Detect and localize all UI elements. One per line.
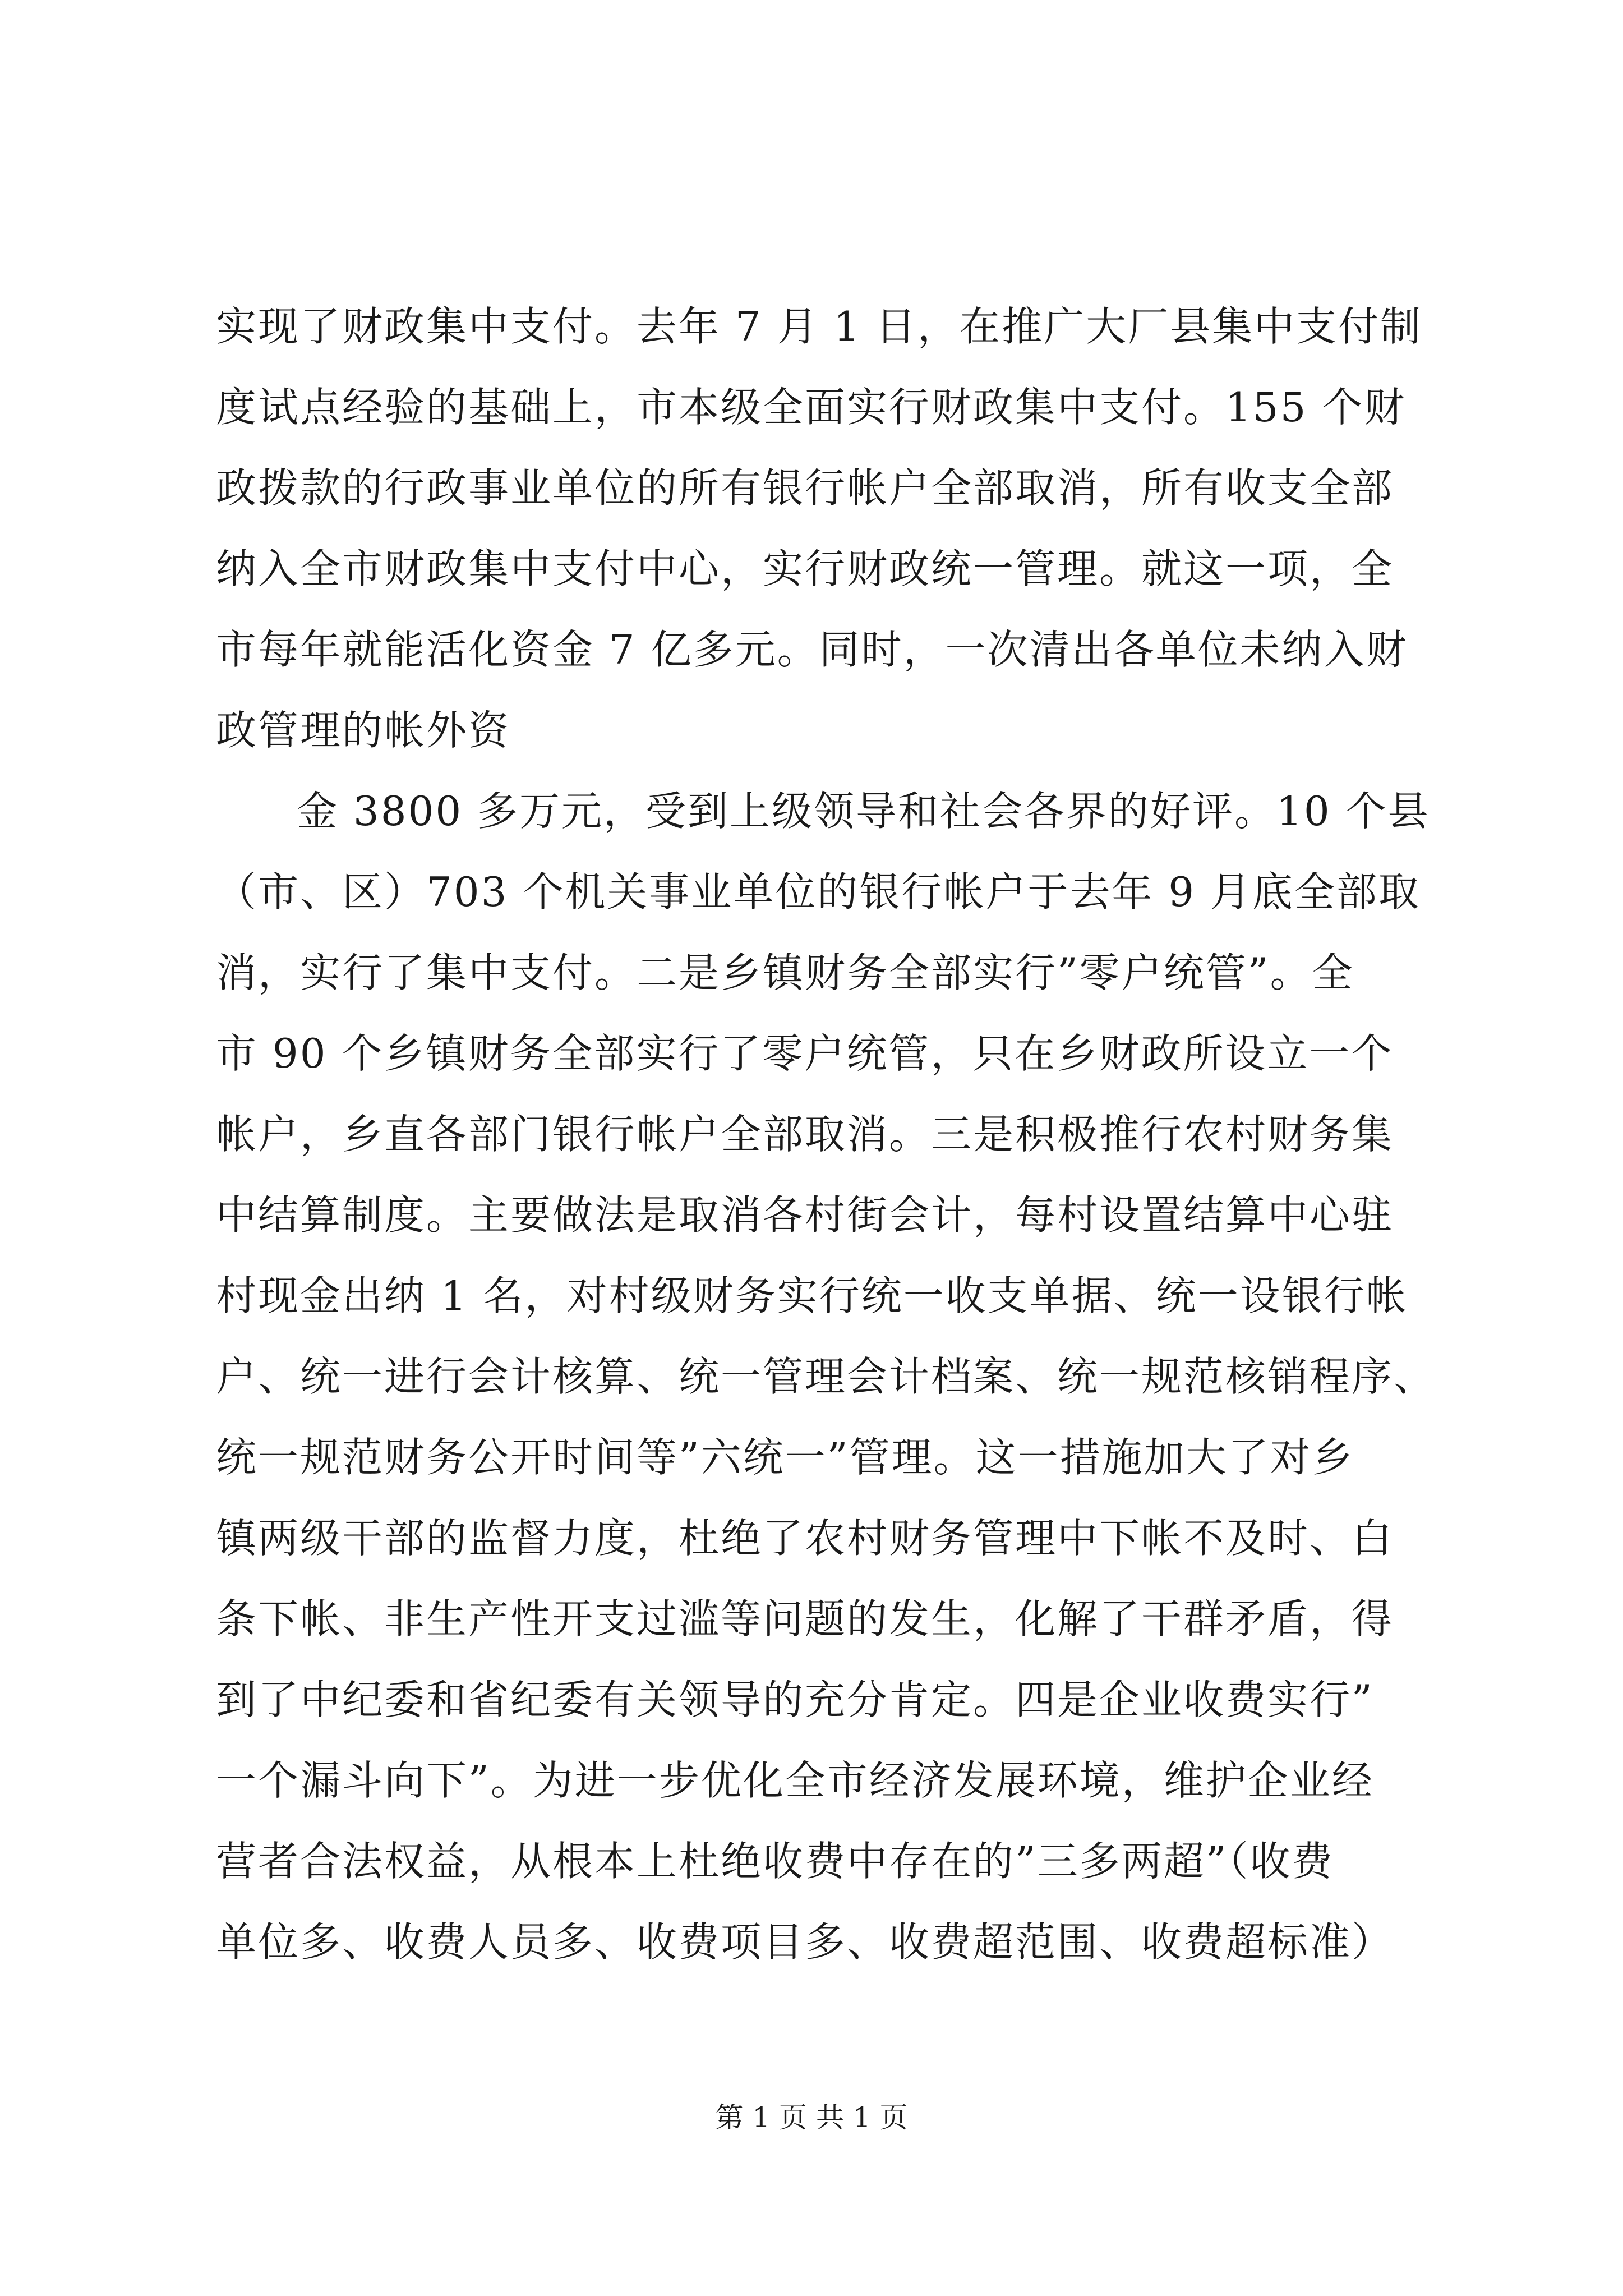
text-line: 帐户，乡直各部门银行帐户全部取消。三是积极推行农村财务集 <box>216 1111 1394 1158</box>
text-line: 统一规范财务公开时间等”六统一”管理。这一措施加大了对乡 <box>216 1434 1354 1481</box>
text-line: 市每年就能活化资金 7 亿多元。同时，一次清出各单位未纳入财 <box>216 626 1408 673</box>
text-line: 条下帐、非生产性开支过滥等问题的发生，化解了干群矛盾，得 <box>216 1595 1394 1642</box>
text-line: 纳入全市财政集中支付中心，实行财政统一管理。就这一项，全 <box>216 545 1394 592</box>
text-line: 单位多、收费人员多、收费项目多、收费超范围、收费超标准） <box>216 1918 1394 1966</box>
text-line: 镇两级干部的监督力度，杜绝了农村财务管理中下帐不及时、白 <box>216 1515 1394 1562</box>
text-line: 消，实行了集中支付。二是乡镇财务全部实行”零户统管”。全 <box>216 949 1354 996</box>
text-line: 到了中纪委和省纪委有关领导的充分肯定。四是企业收费实行” <box>216 1676 1374 1723</box>
text-line: 营者合法权益，从根本上杜绝收费中存在的”三多两超”（收费 <box>216 1838 1334 1885</box>
page-footer: 第 1 页 共 1 页 <box>715 2101 908 2134</box>
text-line: 中结算制度。主要做法是取消各村街会计，每村设置结算中心驻 <box>216 1191 1394 1239</box>
text-line: 金 3800 多万元，受到上级领导和社会各界的好评。10 个县 <box>297 788 1430 835</box>
text-line: 市 90 个乡镇财务全部实行了零户统管，只在乡财政所设立一个 <box>216 1030 1394 1077</box>
text-line: 政管理的帐外资 <box>216 707 511 754</box>
paragraph-1 <box>216 286 1423 771</box>
text-line: 一个漏斗向下”。为进一步优化全市经济发展环境，维护企业经 <box>216 1757 1374 1804</box>
text-line: 村现金出纳 1 名，对村级财务实行统一收支单据、统一设银行帐 <box>216 1272 1408 1319</box>
text-line: 度试点经验的基础上，市本级全面实行财政集中支付。155 个财 <box>216 384 1407 431</box>
text-line: 户、统一进行会计核算、统一管理会计档案、统一规范核销程序、 <box>216 1353 1436 1400</box>
document-body <box>216 286 1436 1982</box>
text-line: （市、区）703 个机关事业单位的银行帐户于去年 9 月底全部取 <box>216 868 1421 915</box>
paragraph-2 <box>216 771 1436 1982</box>
text-line: 政拨款的行政事业单位的所有银行帐户全部取消，所有收支全部 <box>216 464 1394 512</box>
text-line: 实现了财政集中支付。去年 7 月 1 日，在推广大厂县集中支付制 <box>216 303 1423 350</box>
